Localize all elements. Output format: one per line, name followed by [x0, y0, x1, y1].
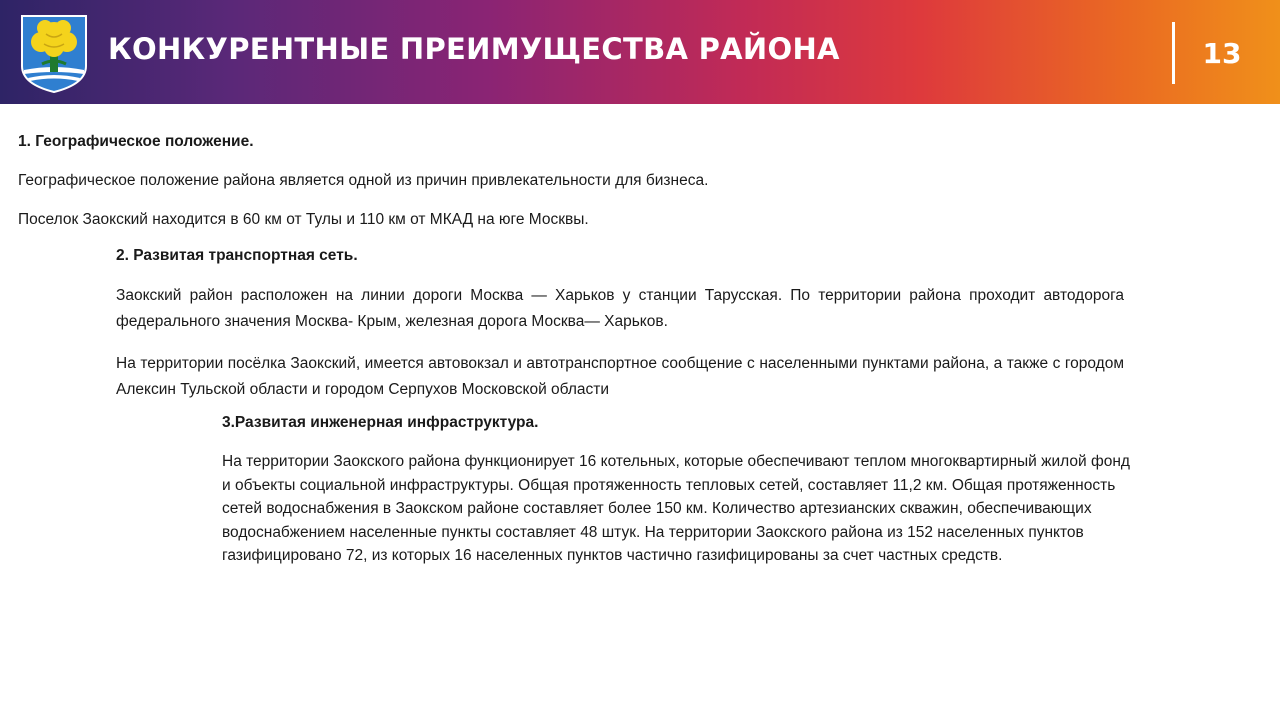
section-paragraph: На территории Заокского района функционирует 16 котельных, которые обеспечивают теплом многоквартирный жилой фонд и объекты социальной инфраструктуры. Общая протяженность тепловых сетей, составляет 11,2 км. Общая протяженность сетей водоснабжения в Заокском районе составляет более 150 км. Количество артезианских скважин, обеспечивающих водоснабжением населенные пункты составляет 48 штук. На территории Заокского района из 152 населенных пунктов газифицировано 72, из которых 16 населенных пунктов частично газифицированы за счет частных средств. — [222, 453, 1130, 564]
section-paragraph: На территории посёлка Заокский, имеется автовокзал и автотранспортное сообщение с населенными пунктами района, а также с городом Алексин Тульской области и городом Серпухов Московской области — [116, 355, 1124, 398]
section-paragraph: Географическое положение района является одной из причин привлекательности для бизнеса. — [18, 172, 709, 189]
section-paragraph: Поселок Заокский находится в 60 км от Тулы и 110 км от МКАД на юге Москвы. — [18, 211, 589, 228]
section-engineering-infrastructure — [222, 411, 1134, 568]
section-geographic-position — [18, 130, 1018, 247]
section-heading: 2. Развитая транспортная сеть. — [116, 247, 358, 264]
header-bar — [0, 0, 1280, 104]
page-title: КОНКУРЕНТНЫЕ ПРЕИМУЩЕСТВА РАЙОНА — [108, 32, 840, 66]
section-heading: 3.Развитая инженерная инфраструктура. — [222, 414, 539, 431]
page-number: 13 — [1202, 37, 1242, 70]
header-divider — [1172, 22, 1175, 84]
section-heading: 1. Географическое положение. — [18, 133, 254, 150]
section-transport-network — [116, 244, 1124, 419]
section-paragraph: Заокский район расположен на линии дороги Москва — Харьков у станции Тарусская. По территории района проходит автодорога федерального значения Москва- Крым, железная дорога Москва— Харьков. — [116, 287, 1124, 330]
coat-of-arms-icon — [20, 14, 88, 94]
